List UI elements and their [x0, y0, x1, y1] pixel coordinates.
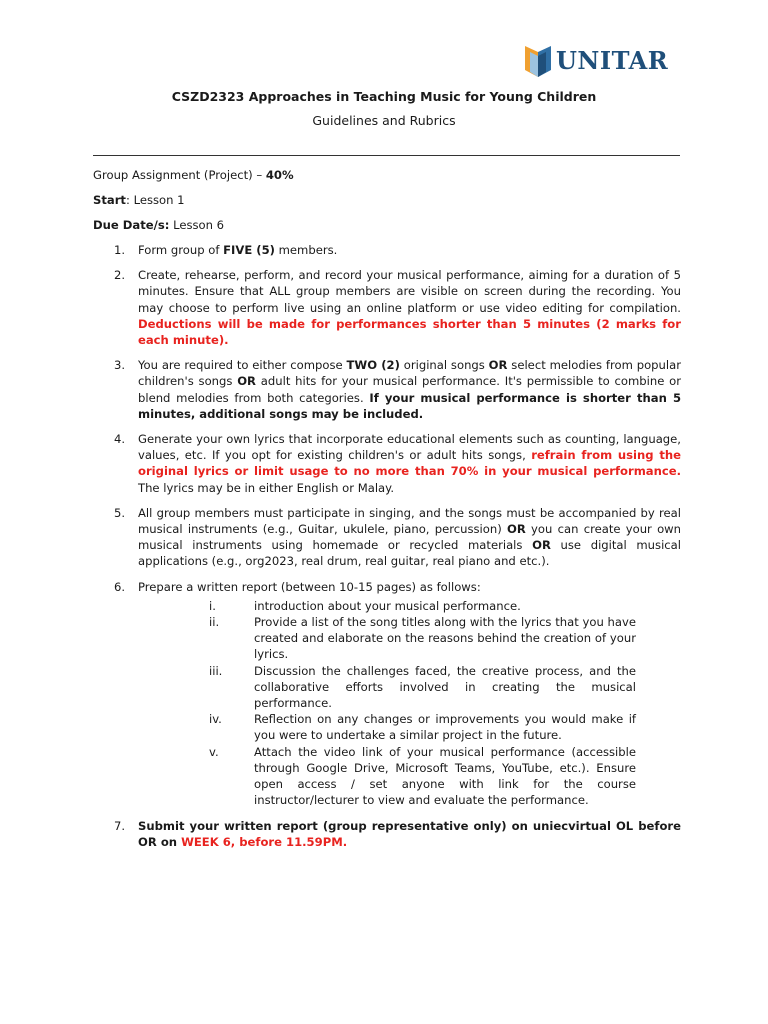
unitar-logo	[522, 44, 674, 80]
instruction-list	[93, 242, 681, 859]
document-subtitle: Guidelines and Rubrics	[312, 113, 456, 128]
report-sublist	[93, 598, 681, 809]
due-date-line: Due Date/s: Lesson 6	[93, 218, 225, 232]
list-item: 3. You are required to either compose TWO (2) original songs OR select melodies from popular children's songs OR adult hits for your musical performance. It's permissible to combine or blend melodies from both categories. If your musical performance is shorter than 5 minutes, additional songs may be included.	[114, 358, 682, 421]
list-item: 2. Create, rehearse, perform, and record your musical performance, aiming for a duration of 5 minutes. Ensure that ALL group members are visible on screen during the recording. You may choose to perform live using an online platform or use video editing for compilation. Deductions will be made for performances shorter than 5 minutes (2 marks for each minute).	[114, 268, 681, 348]
sublist-item: iv. Reflection on any changes or improvements you would make if you were to undertake a similar project in the future.	[209, 712, 636, 743]
header-divider	[93, 155, 680, 156]
list-item: 7. Submit your written report (group representative only) on uniecvirtual OL before OR on WEEK 6, before 11.59PM.	[114, 818, 681, 849]
sublist-item: ii. Provide a list of the song titles along with the lyrics that you have created and elaborate on the reasons behind the creation of your lyrics.	[209, 615, 636, 662]
book-icon	[522, 44, 554, 80]
list-item: 6. Prepare a written report (between 10-15 pages) as follows: i. introduction about your musical performance. ii. Provide a list of the song titles along with the lyrics that you have created and elaborate on the reasons behind the creation of your lyrics. iii. Discussion the challenges faced, the creative process, and the collaborative efforts involved in creating the musical performance. iv. Reflection on any changes or improvements you would make if you were to undertake a similar project in the future. v. Attach the video link of your musical performance (accessible through Google Drive, Microsoft Teams, YouTube, etc.). Ensure open access / set anyone with link for the course instructor/lecturer to view and evaluate the performance.	[93, 579, 681, 809]
list-item: 1. Form group of FIVE (5) members.	[114, 243, 338, 257]
logo-wordmark: UNITAR	[556, 46, 669, 75]
sublist-item: i. introduction about your musical performance.	[209, 598, 521, 613]
assignment-line: Group Assignment (Project) – 40%	[93, 168, 294, 182]
list-item: 5. All group members must participate in singing, and the songs must be accompanied by real musical instruments (e.g., Guitar, ukulele, piano, percussion) OR you can create your own musical instruments using homemade or recycled materials OR use digital musical applications (e.g., org2023, real drum, real guitar, real piano and etc.).	[114, 505, 681, 569]
course-title: CSZD2323 Approaches in Teaching Music for Young Children	[171, 89, 597, 104]
sublist-item: iii. Discussion the challenges faced, the creative process, and the collaborative efforts involved in creating the musical performance.	[209, 663, 636, 711]
sublist-item: v. Attach the video link of your musical performance (accessible through Google Drive, Microsoft Teams, YouTube, etc.). Ensure open access / set anyone with link for the course instructor/lecturer to view and evaluate the performance.	[209, 744, 636, 808]
start-line: Start: Lesson 1	[93, 193, 185, 207]
list-item: 4. Generate your own lyrics that incorporate educational elements such as counting, language, values, etc. If you opt for existing children's or adult hits songs, refrain from using the original lyrics or limit usage to no more than 70% in your musical performance. The lyrics may be in either English or Malay.	[114, 432, 682, 495]
